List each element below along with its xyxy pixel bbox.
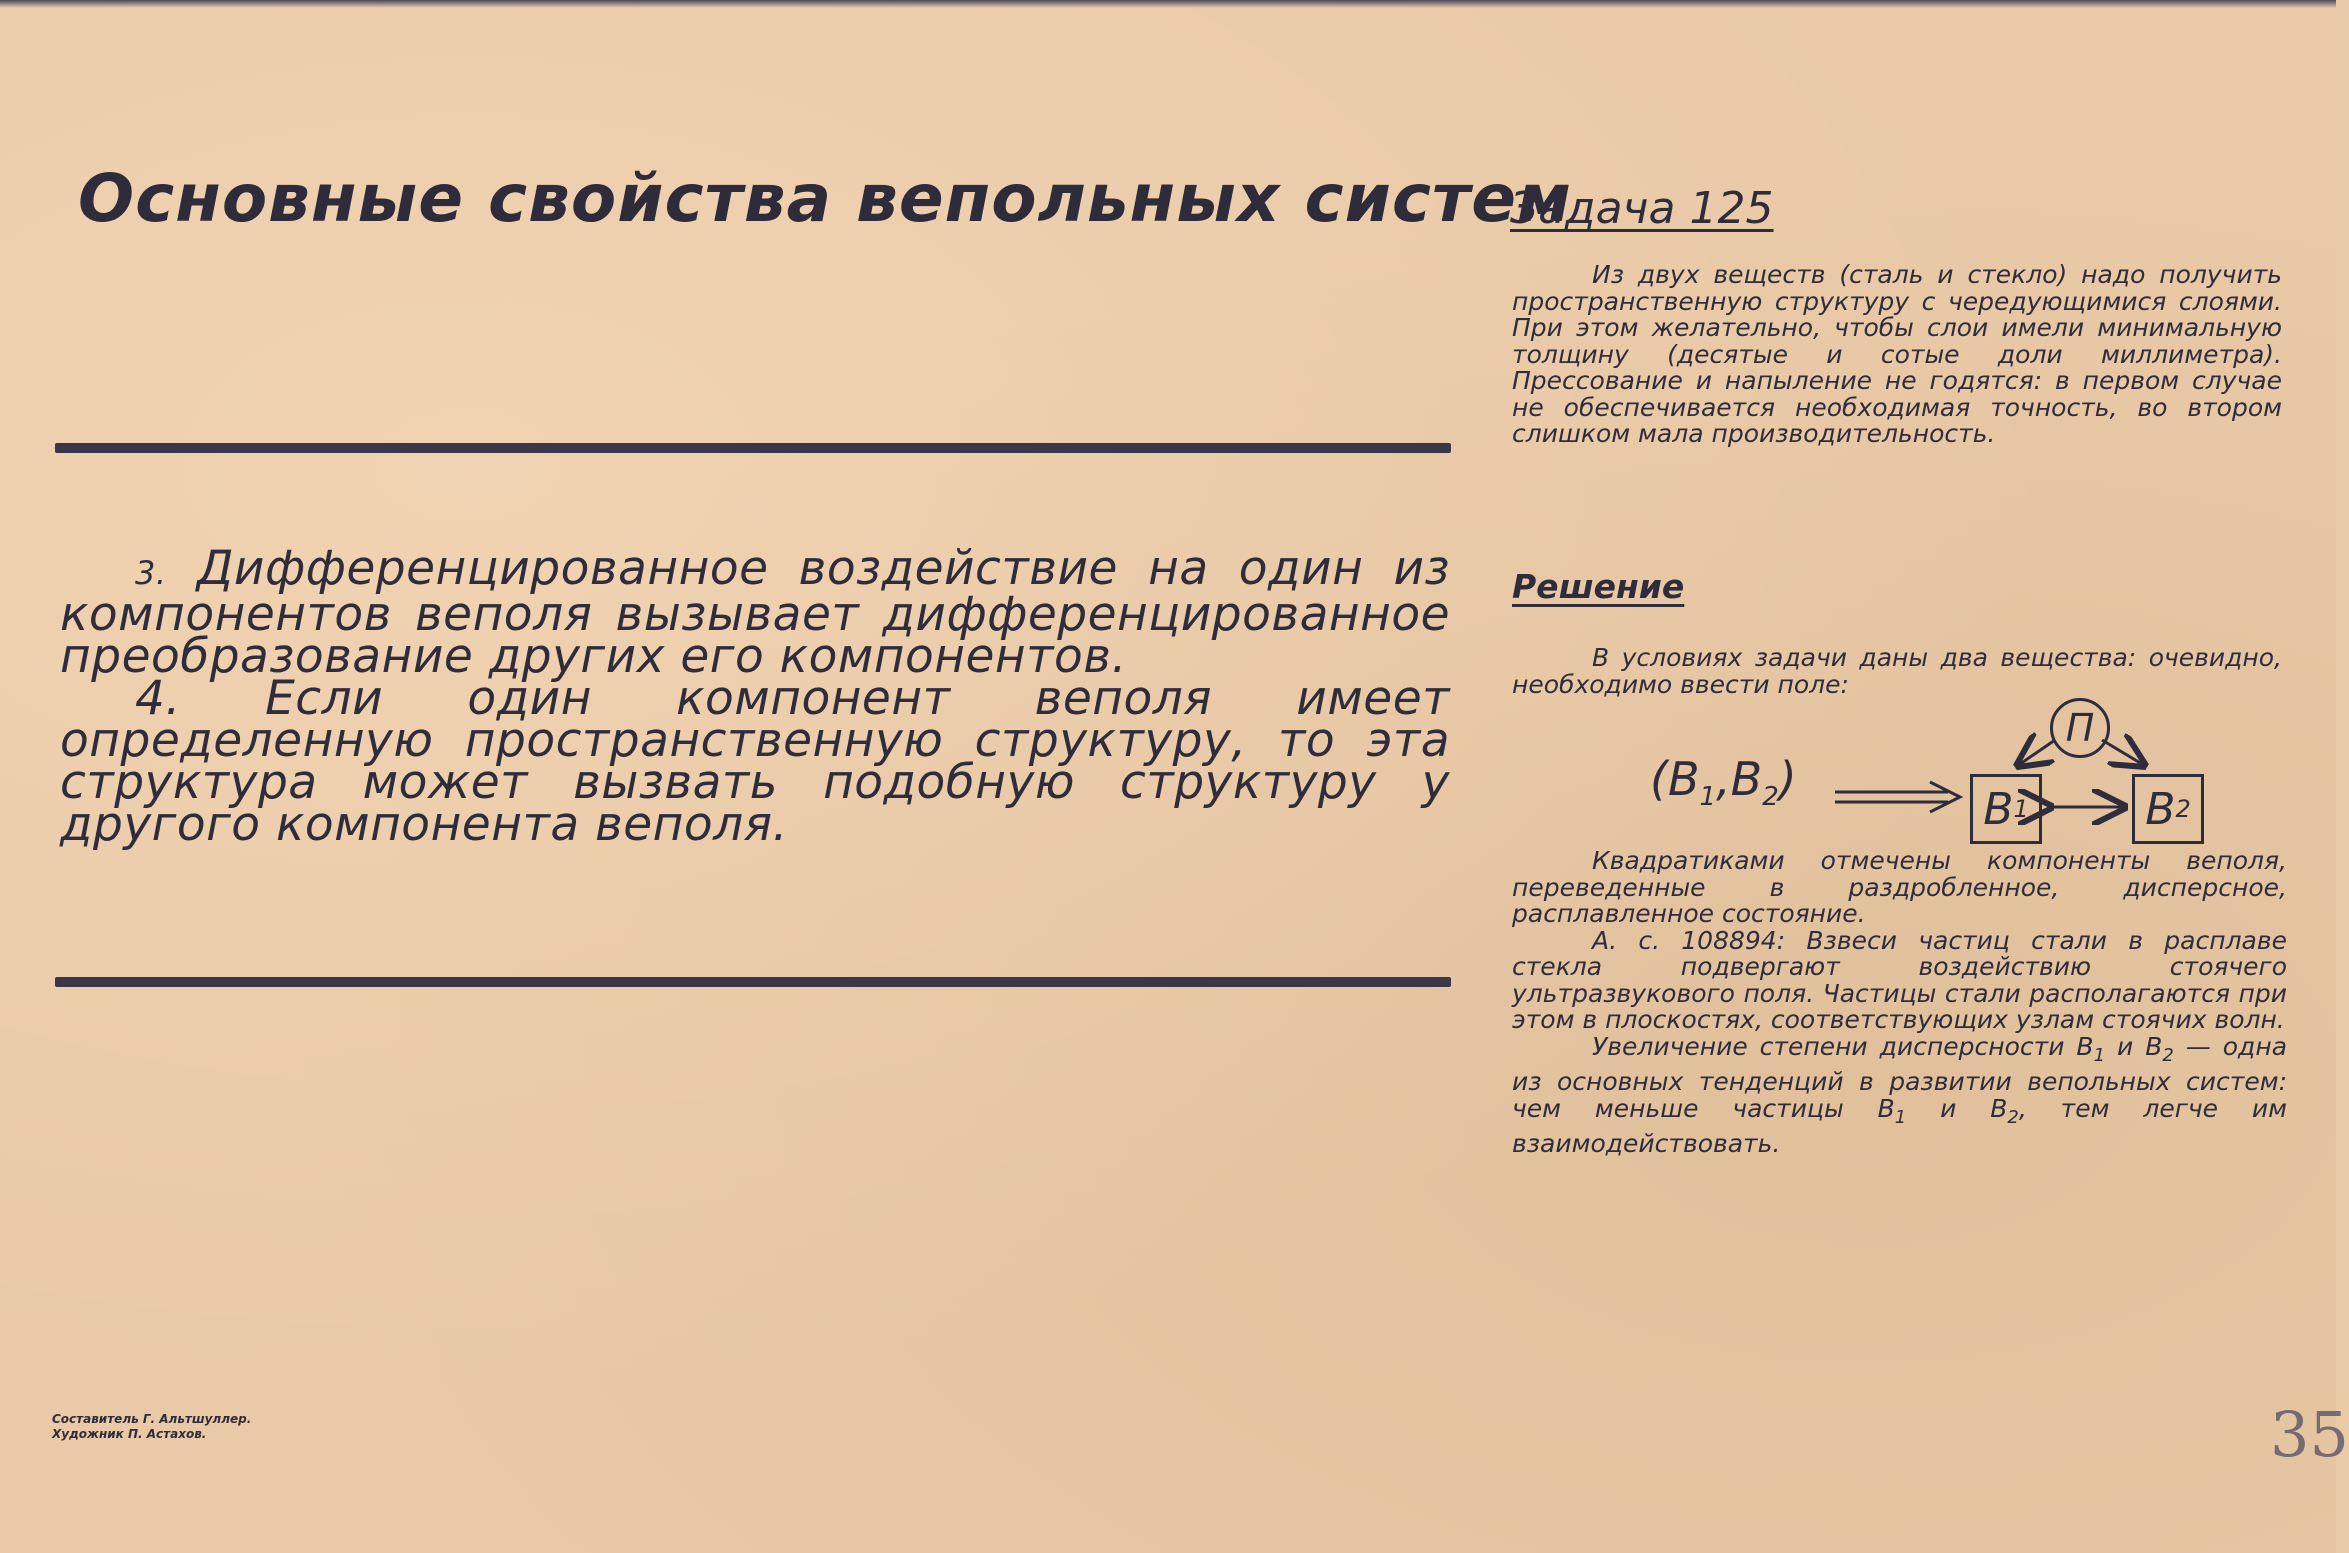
- p3-sub-3: 1: [1894, 1106, 1907, 1128]
- credits: [52, 1412, 251, 1442]
- p3-part-a: Увеличение степени дисперсности B: [1592, 1031, 2094, 1061]
- paragraph-4-number: 4.: [135, 671, 181, 726]
- paragraph-4: [60, 671, 1450, 852]
- page-title: Основные свойства вепольных систем: [78, 160, 1572, 237]
- p3-sub-2: 2: [2162, 1044, 2174, 1066]
- transform-arrow-head: [1930, 782, 1960, 812]
- field-to-b1-arrow: [2020, 740, 2055, 764]
- p3-part-b: и B: [2105, 1031, 2163, 1061]
- credit-author: Составитель Г. Альтшуллер.: [52, 1412, 252, 1426]
- main-text: [60, 541, 1450, 852]
- p3-part-c: — одна из основных тенденций в развитии вепольных систем: чем меньше частицы B: [1512, 1031, 2288, 1123]
- b2-sub: 2: [2175, 795, 2191, 823]
- substance-b2-box: [2132, 774, 2204, 844]
- task-title: Задача 125: [1510, 183, 1774, 234]
- divider-bottom: [55, 977, 1451, 987]
- credit-artist: Художник П. Астахов.: [52, 1427, 207, 1441]
- task-paragraph: Из двух веществ (сталь и стекло) надо получить пространственную структуру с чередующимися слоями. При этом желательно, чтобы слои имели минимальную толщину (десятые и сотые доли миллиметра). Прессование и напыление не годятся: в первом случае не обеспечивается необходимая точность, во втором слишком мала производительность.: [1512, 260, 2282, 448]
- paragraph-3-number: 3.: [135, 554, 167, 592]
- p3-sub-1: 1: [2093, 1044, 2106, 1066]
- p3-sub-4: 2: [2007, 1106, 2019, 1128]
- solution-title: Решение: [1512, 567, 1685, 606]
- solution-intro-text: В условиях задачи даны два вещества: очевидно, необходимо ввести поле:: [1512, 643, 2282, 699]
- paragraph-3-text: Дифференцированное воздействие на один из компонентов веполя вызывает дифференцированное преобразование других его компонентов.: [60, 541, 1450, 684]
- formula-close: ): [1778, 752, 1797, 806]
- task-text: [1512, 262, 2282, 448]
- page-number: 35: [2270, 1398, 2349, 1471]
- paragraph-4-text: Если один компонент веполя имеет определенную пространственную структуру, то эта структура может вызвать подобную структуру у другого компонента веполя.: [60, 671, 1450, 852]
- solution-text: [1512, 848, 2287, 1158]
- divider-top: [55, 443, 1451, 453]
- su-field-diagram: [1630, 690, 2230, 860]
- formula-sub-2: 2: [1762, 782, 1779, 813]
- b1-sub: 1: [2013, 795, 2029, 823]
- top-edge: [0, 0, 2336, 8]
- field-to-b2-arrow: [2102, 740, 2142, 764]
- solution-paragraph-3: [1512, 1031, 2288, 1158]
- b2-letter: B: [2145, 783, 2176, 835]
- formula-open: (B: [1650, 752, 1700, 806]
- field-circle: П: [2050, 698, 2110, 758]
- substances-formula: [1650, 752, 1797, 812]
- p3-part-d: и B: [1906, 1093, 2008, 1123]
- p3-part-e: , тем легче им взаимодействовать.: [1512, 1093, 2287, 1158]
- paragraph-3: [60, 541, 1450, 684]
- formula-mid: ,B: [1716, 752, 1763, 806]
- solution-paragraph-2: А. с. 108894: Взвеси частиц стали в расплаве стекла подвергают воздействию стоячего ультразвукового поля. Частицы стали располагаются при этом в плоскостях, соответствующих узлам стоячих волн.: [1512, 925, 2287, 1034]
- solution-paragraph-1: Квадратиками отмечены компоненты веполя, переведенные в раздробленное, дисперсное, расплавленное состояние.: [1512, 846, 2287, 928]
- b1-letter: B: [1983, 783, 2014, 835]
- formula-sub-1: 1: [1699, 782, 1717, 813]
- substance-b1-box: [1970, 774, 2042, 844]
